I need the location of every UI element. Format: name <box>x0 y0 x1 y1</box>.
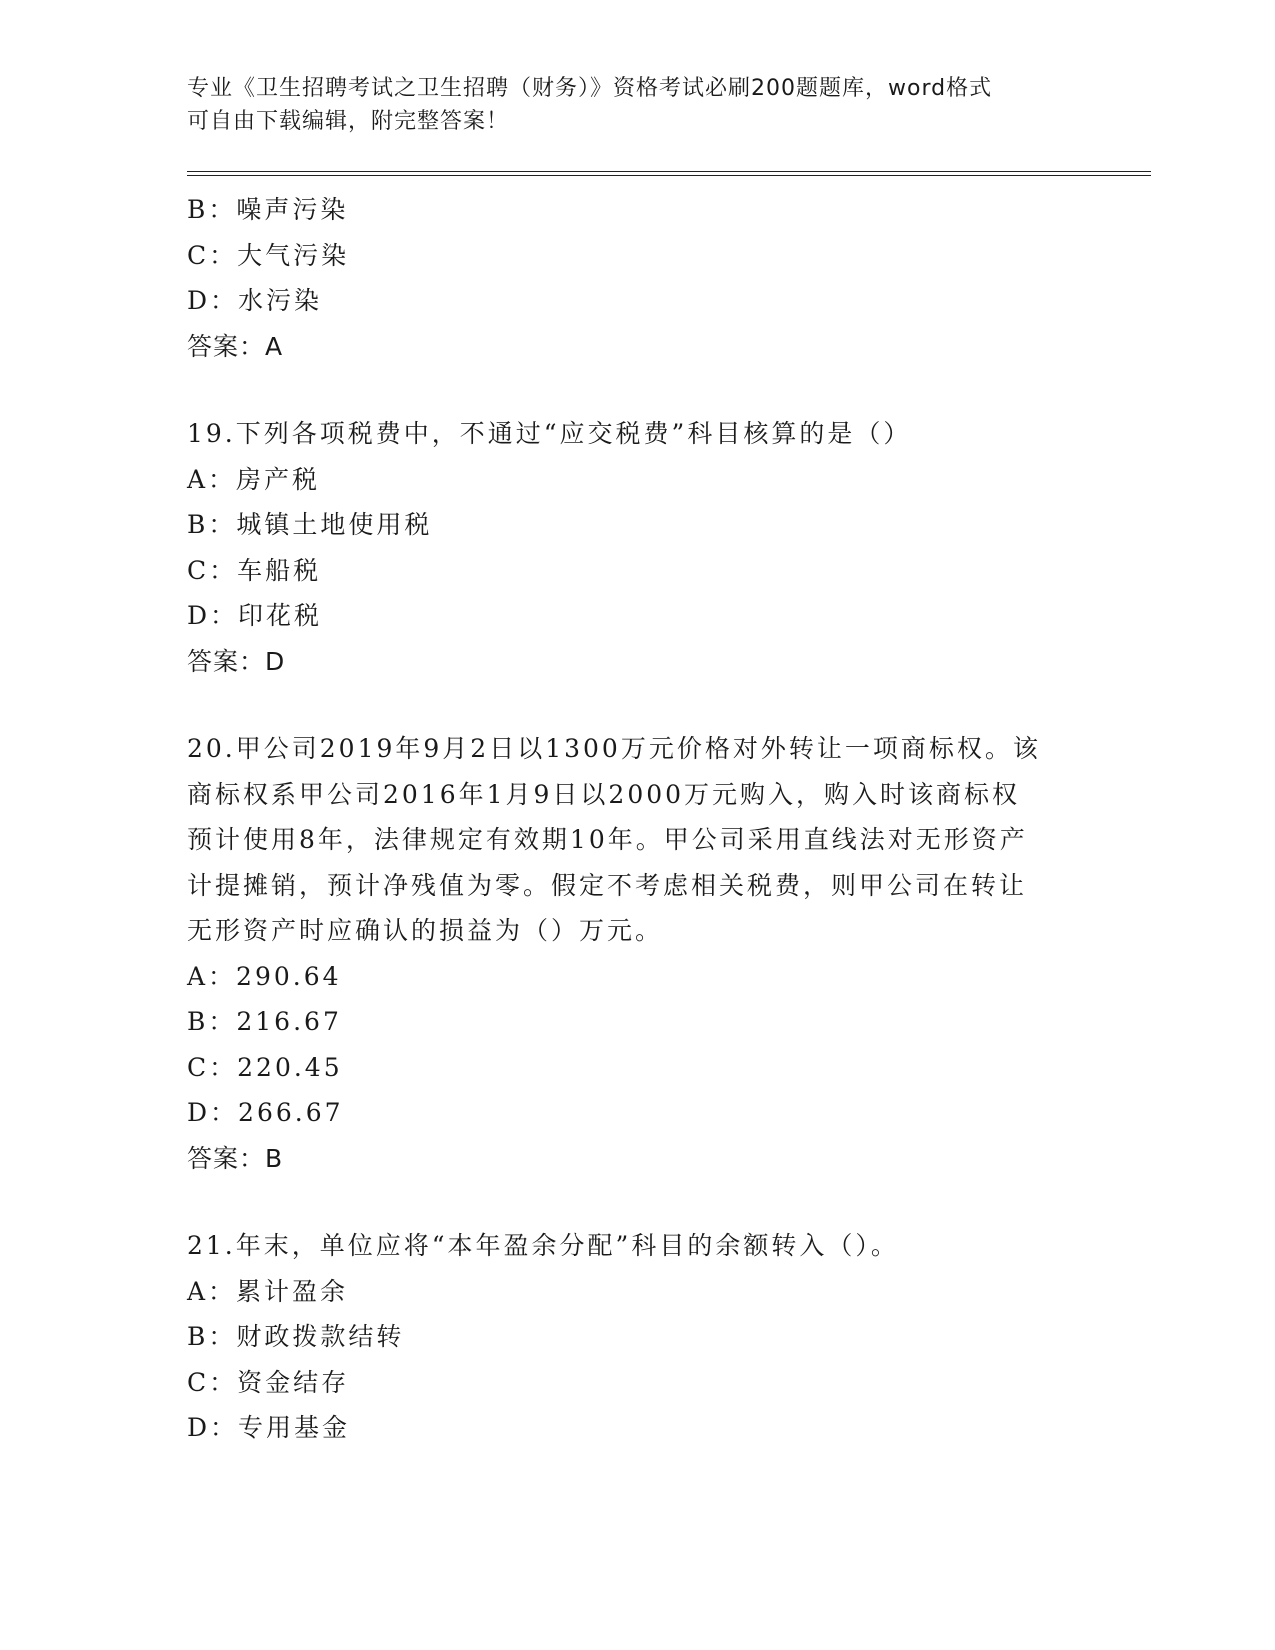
document-body <box>187 187 1067 1451</box>
option-c: C：资金结存 <box>187 1367 350 1397</box>
option-d: D：印花税 <box>187 601 323 630</box>
option-a: A：累计盈余 <box>187 1276 349 1306</box>
document-header <box>187 72 1067 138</box>
option-a: A：房产税 <box>187 464 321 494</box>
option-d: D：266.67 <box>187 1098 344 1127</box>
answer: 答案：B <box>187 1143 284 1173</box>
option-a: A：290.64 <box>187 961 342 991</box>
option-c: C：220.45 <box>187 1052 343 1082</box>
header-rule-bottom <box>187 175 1151 176</box>
question-21 <box>187 1223 1067 1451</box>
question-20 <box>187 726 1067 1181</box>
question-18-tail <box>187 187 1067 369</box>
question-stem-line: 无形资产时应确认的损益为（）万元。 <box>187 916 664 945</box>
option-b: B：216.67 <box>187 1007 342 1036</box>
option-c: C：车船税 <box>187 555 322 585</box>
option-b: B：财政拨款结转 <box>187 1322 405 1351</box>
answer: 答案：D <box>187 646 286 676</box>
option-b: B：城镇土地使用税 <box>187 510 433 539</box>
header-line-2: 可自由下载编辑，附完整答案！ <box>187 109 510 134</box>
question-stem-line: 商标权系甲公司2016年1月9日以2000万元购入，购入时该商标权 <box>187 779 1021 809</box>
question-stem-line: 20.甲公司2019年9月2日以1300万元价格对外转让一项商标权。该 <box>187 734 1041 763</box>
option-d: D：专用基金 <box>187 1413 351 1442</box>
question-19 <box>187 411 1067 684</box>
question-stem-line: 计提摊销，预计净残值为零。假定不考虑相关税费，则甲公司在转让 <box>187 870 1028 900</box>
header-rule-top <box>187 171 1151 172</box>
answer: 答案：A <box>187 331 284 361</box>
option-d: D：水污染 <box>187 286 323 315</box>
question-stem: 19.下列各项税费中，不通过“应交税费”科目核算的是（） <box>187 419 912 448</box>
option-b: B：噪声污染 <box>187 195 349 224</box>
header-line-1: 专业《卫生招聘考试之卫生招聘（财务）》资格考试必刷200题题库，word格式 <box>187 76 993 101</box>
option-c: C：大气污染 <box>187 240 350 270</box>
question-stem-line: 预计使用8年，法律规定有效期10年。甲公司采用直线法对无形资产 <box>187 825 1028 854</box>
question-stem: 21.年末，单位应将“本年盈余分配”科目的余额转入（）。 <box>187 1231 899 1260</box>
